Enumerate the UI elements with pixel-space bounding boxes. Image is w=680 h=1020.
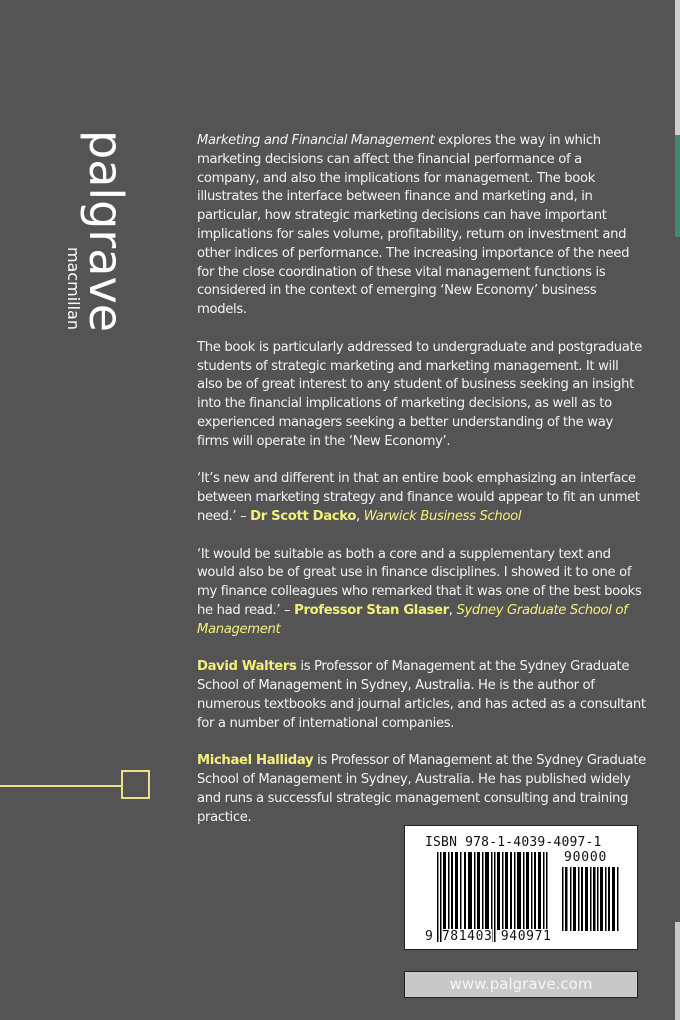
author-name: David Walters bbox=[197, 659, 297, 675]
spine-edge-top bbox=[675, 0, 680, 135]
barcode-addon-bars-icon bbox=[562, 867, 620, 931]
author-name: Michael Halliday bbox=[197, 753, 314, 769]
quote-2: ‘It would be suitable as both a core and a supplementary text and would also be of great use in finance disciplines. I showed it to one of my finance colleagues who remarked that it was one of the best books he had read.’ – Professor Stan Glaser, Sydney Graduate School of Management bbox=[197, 546, 642, 637]
spine-edge-bottom bbox=[675, 922, 680, 1020]
decorative-square bbox=[121, 770, 150, 799]
quote-affiliation: Sydney Graduate School of Management bbox=[197, 602, 628, 637]
book-title: Marketing and Financial Management bbox=[197, 133, 435, 148]
description-paragraph-2: The book is particularly addressed to undergraduate and postgraduate students of strategic marketing and marketing management. It will also be of great interest to any student of business seeking an insight into the financial implications of marketing decisions, as well as to experienced managers seeking a better understanding of the way firms will operate in the ‘New Economy’. bbox=[197, 339, 643, 449]
barcode-digits: 9 781403 940971 bbox=[425, 929, 552, 944]
logo-wordmark: palgrave bbox=[79, 130, 133, 332]
isbn-label: ISBN 978-1-4039-4097-1 bbox=[425, 835, 602, 850]
isbn-barcode bbox=[404, 825, 638, 950]
back-cover-text bbox=[197, 132, 647, 846]
quote-affiliation: Warwick Business School bbox=[363, 508, 522, 524]
quote-1: ‘It’s new and different in that an entire book emphasizing an interface between marketing strategy and finance would appear to fit an unmet need.’ – Dr Scott Dacko, Warwick Business School bbox=[197, 471, 640, 524]
logo-subtitle: macmillan bbox=[64, 246, 83, 330]
quote-author: Dr Scott Dacko bbox=[250, 508, 357, 524]
author-bio-1: David Walters is Professor of Management at the Sydney Graduate School of Management in Sydney, Australia. He is the author of numerous textbooks and journal articles, and has acted as a consultant for a number of international companies. bbox=[197, 659, 646, 731]
author-bio-2: Michael Halliday is Professor of Management at the Sydney Graduate School of Management in Sydney, Australia. He has published widely and runs a successful strategic management consulting and training practice. bbox=[197, 753, 646, 825]
decorative-line bbox=[0, 785, 121, 787]
quote-author: Professor Stan Glaser bbox=[294, 602, 449, 618]
publisher-logo bbox=[36, 130, 133, 332]
publisher-website: www.palgrave.com bbox=[404, 971, 638, 998]
price-code: 90000 bbox=[564, 850, 608, 865]
description-paragraph-1: Marketing and Financial Management explores the way in which marketing decisions can affect the financial performance of a company, and also the implications for management. The book illustrates the interface between finance and marketing and, in particular, how strategic marketing decisions can have important implications for sales volume, profitability, return on investment and other indices of performance. The increasing importance of the need for the close coordination of these vital management functions is considered in the context of emerging ‘New Economy’ business models. bbox=[197, 133, 630, 318]
spine-edge-teal bbox=[675, 135, 680, 237]
